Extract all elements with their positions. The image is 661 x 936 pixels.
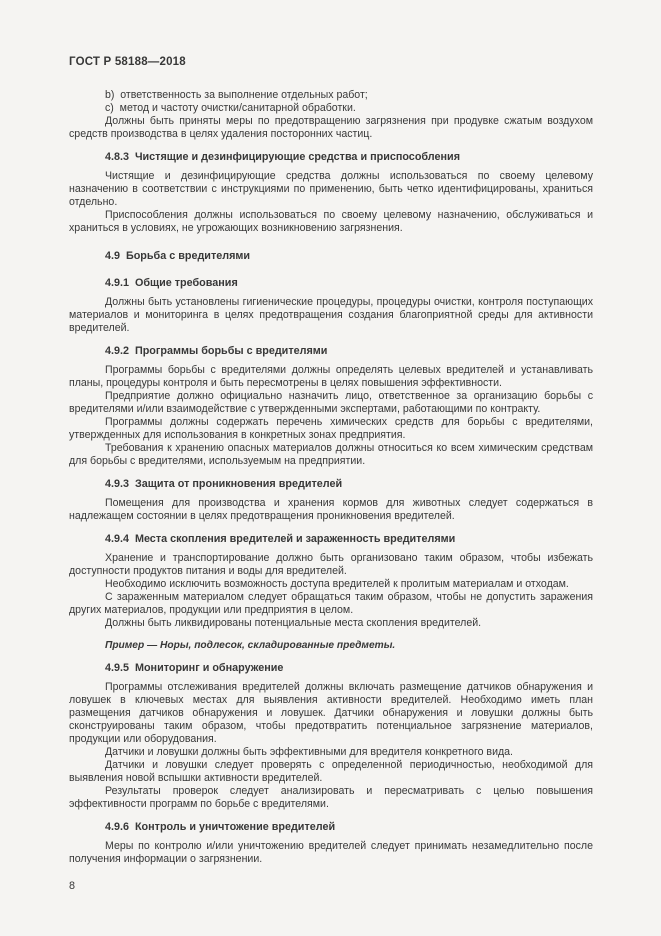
heading-4-9-6: 4.9.6 Контроль и уничтожение вредителей (105, 821, 336, 833)
list-item-c: c) метод и частоту очистки/санитарной обработки. (105, 102, 356, 114)
paragraph: Меры по контролю и/или уничтожению вредителей следует принимать незамедлительно после получения информации о загрязнении. (69, 840, 593, 865)
paragraph: Необходимо исключить возможность доступа вредителей к пролитым материалам и отходам. (105, 578, 569, 590)
block-number: c) (105, 102, 114, 114)
paragraph: Помещения для производства и хранения кормов для животных следует содержаться в надлежащем состоянии в целях предотвращения проникновения вредителей. (69, 497, 593, 522)
block-number: 4.9.4 (105, 533, 130, 545)
example-note: Пример — Норы, подлесок, складированные предметы. (105, 640, 396, 651)
document-blocks (69, 89, 593, 866)
document-number-header: ГОСТ Р 58188—2018 (69, 56, 186, 68)
heading-4-9-4: 4.9.4 Места скопления вредителей и зараженность вредителями (105, 533, 456, 545)
heading-4-9-5: 4.9.5 Мониторинг и обнаружение (105, 662, 284, 674)
heading-4-9-2: 4.9.2 Программы борьбы с вредителями (105, 345, 328, 357)
paragraph: Должны быть приняты меры по предотвращению загрязнения при продувке сжатым воздухом средств производства в целях удаления посторонних частиц. (69, 115, 593, 140)
paragraph: Хранение и транспортирование должно быть организовано таким образом, чтобы избежать доступности продуктов питания и воды для вредителей. (69, 552, 593, 577)
heading-4-9-3: 4.9.3 Защита от проникновения вредителей (105, 478, 343, 490)
paragraph: Результаты проверок следует анализировать и пересматривать с целью повышения эффективности программ по борьбе с вредителями. (69, 785, 593, 810)
paragraph: Чистящие и дезинфицирующие средства должны использоваться по своему целевому назначению в соответствии с инструкциями по применению, быть четко идентифицированы, храниться отдельно. (69, 170, 593, 208)
block-number: b) (105, 89, 115, 101)
list-item-b: b) ответственность за выполнение отдельных работ; (105, 89, 368, 101)
heading-4-9: 4.9 Борьба с вредителями (105, 250, 251, 262)
paragraph: Программы борьбы с вредителями должны определять целевых вредителей и устанавливать планы, процедуры контроля и быть пересмотрены в целях повышения эффективности. (69, 364, 593, 389)
heading-4-8-3: 4.8.3 Чистящие и дезинфицирующие средства и приспособления (105, 151, 460, 163)
block-number: 4.9 (105, 250, 121, 262)
heading-4-9-1: 4.9.1 Общие требования (105, 277, 238, 289)
block-number: 4.9.2 (105, 345, 130, 357)
block-number: 4.9.3 (105, 478, 130, 490)
paragraph: Приспособления должны использоваться по своему целевому назначению, обслуживаться и храниться в условиях, не угрожающих возникновению загрязнения. (69, 209, 593, 234)
paragraph: Должны быть ликвидированы потенциальные места скопления вредителей. (105, 617, 482, 629)
paragraph: Требования к хранению опасных материалов должны относиться ко всем химическим средствам для борьбы с вредителями, используемым на предприятии. (69, 442, 593, 467)
paragraph: С зараженным материалом следует обращаться таким образом, чтобы не допустить заражения других материалов, продукции или предприятия в целом. (69, 591, 593, 616)
block-number: 4.9.1 (105, 277, 130, 289)
block-number: 4.8.3 (105, 151, 130, 163)
paragraph: Должны быть установлены гигиенические процедуры, процедуры очистки, контроля поступающих материалов и мониторинга в целях предотвращения создания благоприятной среды для активности вредителей. (69, 296, 593, 334)
paragraph: Программы должны содержать перечень химических средств для борьбы с вредителями, утвержденных для использования в конкретных зонах предприятия. (69, 416, 593, 441)
paragraph: Датчики и ловушки должны быть эффективными для вредителя конкретного вида. (105, 746, 513, 758)
block-number: 4.9.6 (105, 821, 130, 833)
block-number: 4.9.5 (105, 662, 130, 674)
page-number: 8 (69, 880, 76, 892)
paragraph: Предприятие должно официально назначить лицо, ответственное за организацию борьбы с вредителями и/или взаимодействие с утвержденными экспертами, работающими по контракту. (69, 390, 593, 415)
paragraph: Датчики и ловушки следует проверять с определенной периодичностью, необходимой для выявления новой вспышки активности вредителей. (69, 759, 593, 784)
paragraph: Программы отслеживания вредителей должны включать размещение датчиков обнаружения и ловушек в ключевых местах для выявления активности вредителей. Необходимо иметь план размещения датчиков обнаружения и ловушек. Датчики обнаружения и ловушки должны быть сконструированы таким образом, чтобы предотвратить потенциальное загрязнение материалов, продукции или оборудования. (69, 681, 593, 745)
